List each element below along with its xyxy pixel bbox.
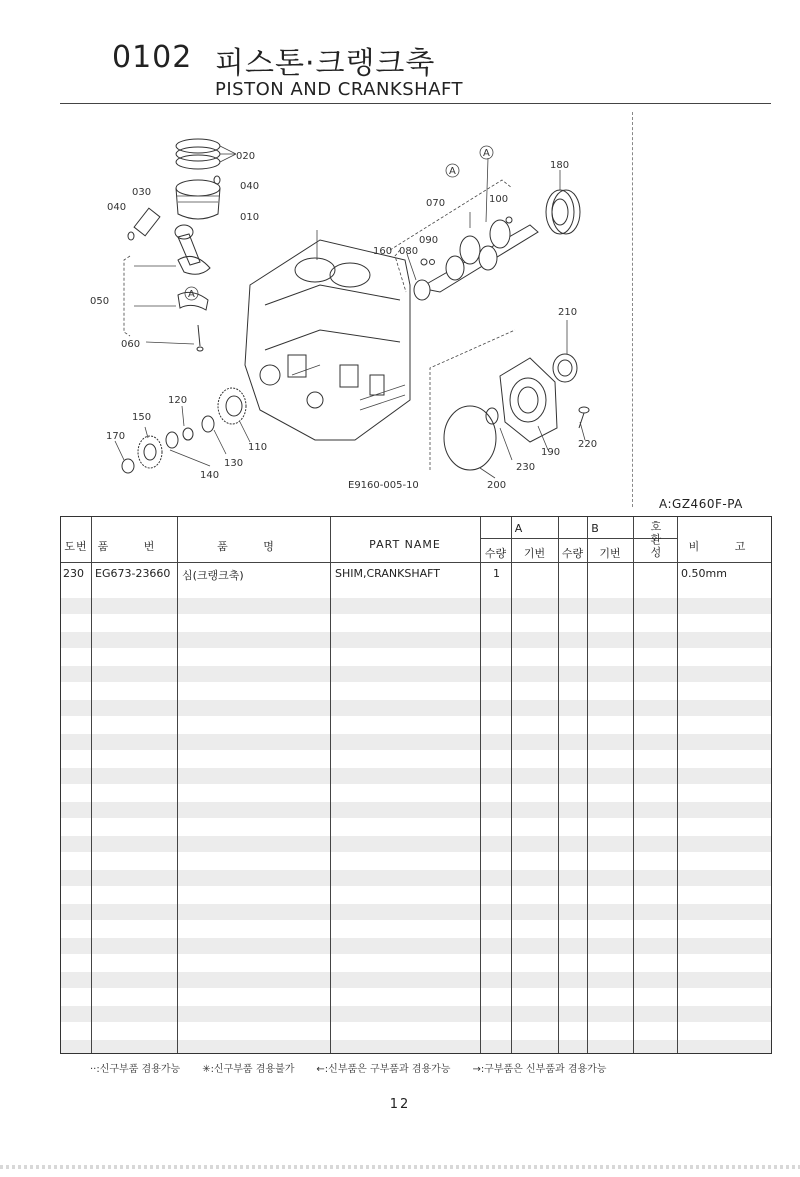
callout-label[interactable]: 160 [373, 246, 393, 257]
callout-label[interactable]: 080 [399, 246, 419, 257]
page-title-korean: 피스톤·크랭크축 [215, 46, 436, 81]
engine-block [245, 240, 410, 440]
callout-label[interactable]: 130 [224, 458, 244, 469]
callout-label[interactable]: 120 [168, 395, 188, 406]
callout-label[interactable]: 190 [541, 447, 561, 458]
model-code: A:GZ460F-PA [659, 497, 743, 511]
callout-label[interactable]: 040 [240, 181, 260, 192]
callout-label[interactable]: 150 [132, 412, 152, 423]
exploded-parts-diagram [60, 110, 630, 500]
callout-label[interactable]: 090 [419, 235, 439, 246]
connecting-rod-bolt[interactable] [197, 325, 203, 351]
legend-item: ✳:신구부품 겸용불가 [202, 1064, 295, 1075]
section-number: 0102 [112, 40, 193, 75]
table-row-stripes [61, 580, 771, 1053]
callout-label[interactable]: 030 [132, 187, 152, 198]
callout-label[interactable]: 220 [578, 439, 598, 450]
main-ball-bearing[interactable] [546, 190, 580, 234]
col-header-part-no: 품 번 [97, 540, 171, 553]
col-header-part-name-ko: 품 명 [217, 540, 290, 553]
callout-label[interactable]: A [483, 148, 490, 159]
parts-table [60, 516, 772, 1054]
holder-gasket[interactable] [444, 406, 496, 470]
legend-item: ··:신구부품 겸용가능 [90, 1064, 181, 1075]
diagram-dashed-divider [632, 112, 633, 507]
callout-label[interactable]: A [188, 289, 195, 300]
cell-part-name-ko: 심(크랭크축) [182, 569, 244, 582]
drawing-number: E9160-005-10 [348, 480, 419, 491]
callout-label[interactable]: 180 [550, 160, 570, 171]
col-header-group-a: A [514, 522, 524, 535]
compatibility-legend [90, 1060, 750, 1075]
crankshaft-gear[interactable] [218, 388, 246, 424]
piston-pin-clip-left[interactable] [128, 232, 134, 240]
cell-ref-no: 230 [63, 567, 84, 580]
crank-pin-part[interactable] [430, 260, 435, 265]
callout-label[interactable]: 100 [489, 194, 509, 205]
col-header-part-name-en: PART NAME [369, 538, 441, 551]
crank-pulley[interactable] [138, 436, 162, 468]
callout-label[interactable]: 140 [200, 470, 220, 481]
callout-label[interactable]: 020 [236, 151, 256, 162]
page-title-english: PISTON AND CRANKSHAFT [215, 79, 464, 100]
callout-label[interactable]: A [449, 166, 456, 177]
oil-seal[interactable] [553, 354, 577, 382]
cell-qty-a: 1 [493, 567, 500, 580]
col-header-qty-a: 수량 [484, 547, 507, 560]
col-header-compat: 호환성 [650, 520, 662, 559]
piston-rings[interactable] [176, 139, 220, 169]
page-header [0, 0, 800, 110]
callout-label[interactable]: 060 [121, 339, 141, 350]
col-header-group-b: B [591, 522, 600, 535]
woodruff-key[interactable] [421, 259, 427, 265]
callout-label[interactable]: 070 [426, 198, 446, 209]
col-header-qty-b: 수량 [561, 547, 584, 560]
scan-edge [0, 1165, 800, 1169]
gear-collar[interactable] [202, 416, 214, 432]
piston-pin[interactable] [134, 208, 160, 236]
pulley-nut[interactable] [122, 459, 134, 473]
spacer[interactable] [166, 432, 178, 448]
col-header-remarks: 비 고 [688, 540, 762, 553]
callout-label[interactable]: 040 [107, 202, 127, 213]
callout-label[interactable]: 170 [106, 431, 126, 442]
piston-pin-clip-right[interactable] [214, 176, 220, 184]
col-header-std-a: 기번 [523, 547, 546, 560]
callout-label[interactable]: 050 [90, 296, 110, 307]
piston[interactable] [176, 180, 220, 219]
col-header-std-b: 기번 [599, 547, 621, 560]
cell-part-name-en: SHIM,CRANKSHAFT [335, 567, 440, 580]
col-header-ref-no: 도번 [64, 540, 88, 553]
cell-part-no[interactable]: EG673-23660 [95, 567, 171, 580]
legend-item: →:구부품은 신부품과 겸용가능 [472, 1064, 607, 1075]
header-divider [60, 103, 771, 104]
callout-label[interactable]: 210 [558, 307, 578, 318]
bearing-holder[interactable] [500, 358, 557, 442]
cell-remarks: 0.50mm [681, 567, 727, 580]
callout-label[interactable]: 110 [248, 442, 268, 453]
callout-label[interactable]: 230 [516, 462, 536, 473]
page-number: 12 [389, 1097, 411, 1112]
callout-label[interactable]: 200 [487, 480, 507, 491]
legend-item: ←:신부품은 구부품과 겸용가능 [316, 1064, 451, 1075]
callout-label[interactable]: 010 [240, 212, 260, 223]
crank-plug[interactable] [506, 217, 512, 223]
o-ring[interactable] [183, 428, 193, 440]
